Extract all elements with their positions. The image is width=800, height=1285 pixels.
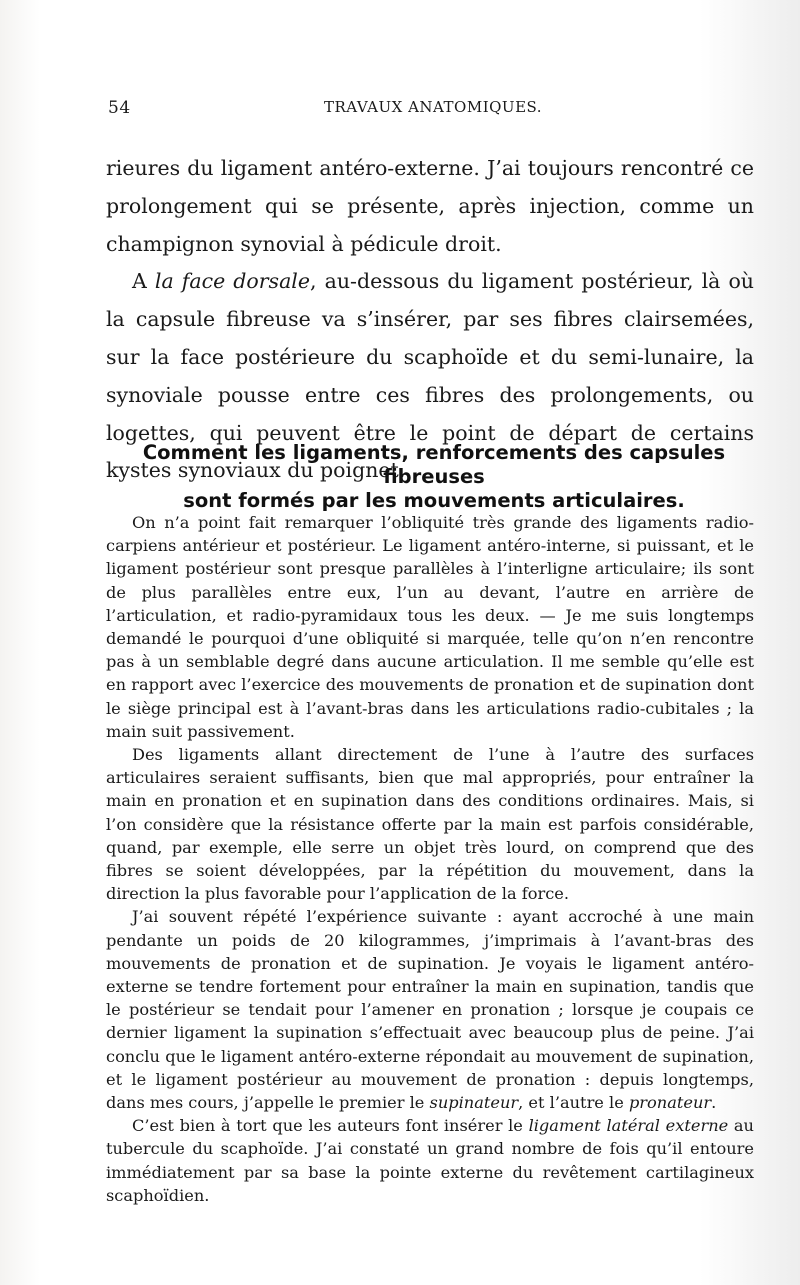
body-paragraph-1: On n’a point fait remarquer l’obliquité très grande des ligaments radio-carpiens antérieur et postérieur. Le ligament antéro-interne, si puissant, et le ligament postérieur sont presque parallèles à l’interligne articulaire; ils sont de plus parallèles entre eux, l’un au devant, l’autre en arrière de l’articulation, et radio-pyramidaux tous les deux. — Je me suis longtemps demandé le pourquoi d’une obliquité si marquée, telle qu’on n’en rencontre pas à un semblable degré dans aucune articulation. Il me semble qu’elle est en rapport avec l’exercice des mouvements de pronation et de supination dont le siège principal est à l’avant-bras dans les articulations radio-cubitales ; la main suit passivement.: [106, 513, 754, 741]
body-paragraph-4: [106, 1114, 754, 1207]
body-p4-rest: au tubercule du scaphoïde. J’ai constaté un grand nombre de fois qu’il entoure immédiatement par sa base la pointe externe du revêtement cartilagineux scaphoïdien.: [106, 1116, 754, 1205]
running-title: TRAVAUX ANATOMIQUES.: [323, 98, 543, 116]
body-p4-lead: C’est bien à tort que les auteurs font insérer le: [132, 1116, 529, 1136]
intro-text: [106, 150, 754, 490]
page-header: [108, 98, 758, 128]
page-number: 54: [108, 98, 131, 118]
body-p3-italic-pronateur: pronateur: [628, 1093, 712, 1113]
section-heading-line-1: Comment les ligaments, renforcements des capsules fibreuses: [142, 441, 726, 488]
intro-p2-lead: A: [132, 269, 155, 294]
section-heading: [106, 441, 762, 513]
body-p4-italic: ligament latéral externe: [528, 1116, 729, 1136]
body-paragraph-3: [106, 905, 754, 1114]
body-p3-mid: , et l’autre le: [518, 1093, 629, 1113]
body-p3-lead: J’ai souvent répété l’expérience suivante : ayant accroché à une main pendante un poids de 20 kilogrammes, j’imprimais à l’avant-bras des mouvements de pronation et de supination. Je voyais le ligament antéro-externe se tendre fortement pour entraîner la main en supination, tandis que le postérieur se tendait pour l’amener en pronation ; lorsque je coupais ce dernier ligament la supination s’effectuait avec beaucoup plus de peine. J’ai conclu que le ligament antéro-externe répondait au mouvement de supination, et le ligament postérieur au mouvement de pronation : depuis longtemps, dans mes cours, j’appelle le premier le: [106, 907, 754, 1113]
body-p3-italic-supinateur: supinateur: [429, 1093, 519, 1113]
intro-p2-italic: la face dorsale: [154, 269, 310, 294]
intro-paragraph-1: rieures du ligament antéro-externe. J’ai toujours rencontré ce prolongement qui se présente, après injection, comme un champignon synovial à pédicule droit.: [106, 156, 754, 256]
section-body: [106, 511, 754, 1207]
body-paragraph-2: Des ligaments allant directement de l’une à l’autre des surfaces articulaires seraient suffisants, bien que mal appropriés, pour entraîner la main en pronation et en supination dans des conditions ordinaires. Mais, si l’on considère que la résistance offerte par la main est parfois considérable, quand, par exemple, elle serre un objet très lourd, on comprend que des fibres se soient développées, par la répétition du mouvement, dans la direction la plus favorable pour l’application de la force.: [106, 745, 754, 904]
intro-p2-rest: , au-dessous du ligament postérieur, là où la capsule fibreuse va s’insérer, par ses fibres clairsemées, sur la face postérieure du scaphoïde et du semi-lunaire, la synoviale pousse entre ces fibres des prolongements, ou logettes, qui peuvent être le point de départ de certains kystes synoviaux du poignet.: [106, 269, 754, 483]
section-heading-line-2: sont formés par les mouvements articulaires.: [183, 489, 685, 512]
body-p3-end: .: [711, 1093, 717, 1113]
